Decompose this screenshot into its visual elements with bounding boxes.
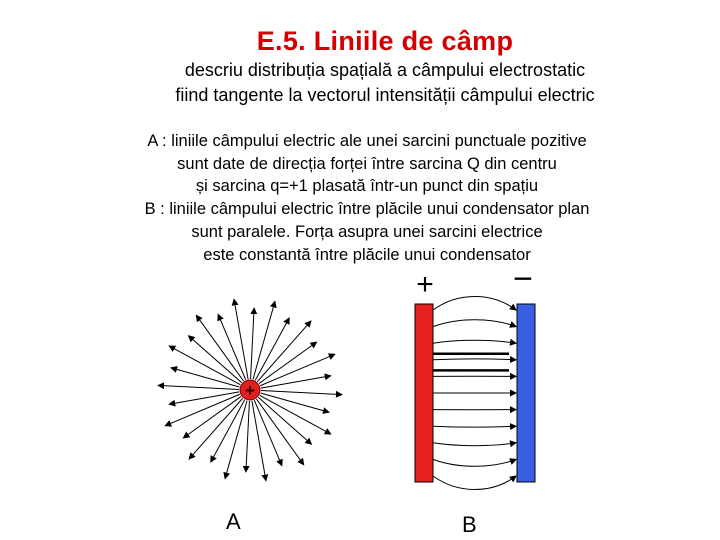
capacitor-field-line: [433, 320, 516, 327]
radial-field-line: [261, 376, 331, 388]
body-line: B : liniile câmpului electric între plăcile unui condensator plan: [144, 200, 590, 219]
radial-field-line: [251, 308, 255, 379]
charge-sign: +: [245, 381, 255, 400]
parallel-field-lines: [433, 297, 516, 490]
point-charge-field-diagram: [156, 285, 346, 495]
radial-field-line: [196, 315, 243, 381]
capacitor-field-line: [433, 443, 516, 446]
label-a: A: [226, 509, 241, 534]
positive-plate: [415, 304, 433, 482]
body-line: sunt paralele. Forța asupra unei sarcini electrice: [191, 222, 543, 241]
body-text: [0, 130, 720, 266]
body-line: sunt date de direcția forței între sarcina Q din centru: [177, 154, 557, 173]
subtitle: [0, 58, 720, 108]
body-line: A : liniile câmpului electric ale unei sarcini punctuale pozitive: [147, 132, 587, 150]
radial-field-line: [246, 401, 250, 472]
radial-field-line: [189, 336, 242, 383]
radial-field-line: [169, 392, 239, 404]
radial-field-line: [253, 301, 275, 379]
radial-field-line: [171, 368, 239, 387]
radial-field-line: [165, 394, 240, 425]
radial-field-line: [225, 401, 247, 479]
capacitor-field-diagram: [395, 262, 575, 502]
radial-field-line: [261, 393, 329, 412]
subtitle-line: descriu distribuția spațială a câmpului electrostatic: [184, 60, 586, 80]
subtitle-line: fiind tangente la vectorul intensității câmpului electric: [175, 85, 595, 105]
radial-field-line: [183, 396, 241, 437]
capacitor-field-line: [433, 476, 516, 490]
radial-field-line: [189, 398, 243, 459]
radial-field-line: [254, 400, 282, 465]
radial-field-line: [234, 299, 248, 379]
radial-field-line: [252, 401, 266, 481]
radial-field-line: [169, 346, 240, 385]
radial-field-line: [260, 354, 335, 385]
body-line: și sarcina q=+1 plasată într-un punct din spațiu: [195, 177, 539, 196]
minus-symbol: −: [513, 262, 533, 298]
radial-field-line: [256, 399, 303, 465]
radial-field-line: [211, 400, 245, 462]
plus-symbol: +: [416, 268, 434, 301]
radial-field-line: [260, 395, 331, 434]
capacitor-field-line: [433, 426, 516, 427]
capacitor-field-line: [433, 297, 516, 311]
capacitor-field-line: [433, 340, 516, 343]
radial-field-line: [258, 397, 311, 444]
capacitor-field-line: [433, 359, 516, 360]
body-line: este constantă între plăcile unui condensator: [203, 245, 531, 264]
radial-field-line: [261, 391, 342, 395]
radial-field-line: [257, 321, 311, 382]
capacitor-field-line: [433, 459, 516, 466]
negative-plate: [517, 304, 535, 482]
slide-title: E.5. Liniile de câmp: [256, 26, 514, 56]
label-b: B: [462, 512, 477, 537]
radial-field-line: [259, 342, 317, 383]
radial-field-line: [158, 385, 239, 389]
radial-field-line: [218, 314, 246, 379]
radial-field-line: [255, 318, 289, 380]
